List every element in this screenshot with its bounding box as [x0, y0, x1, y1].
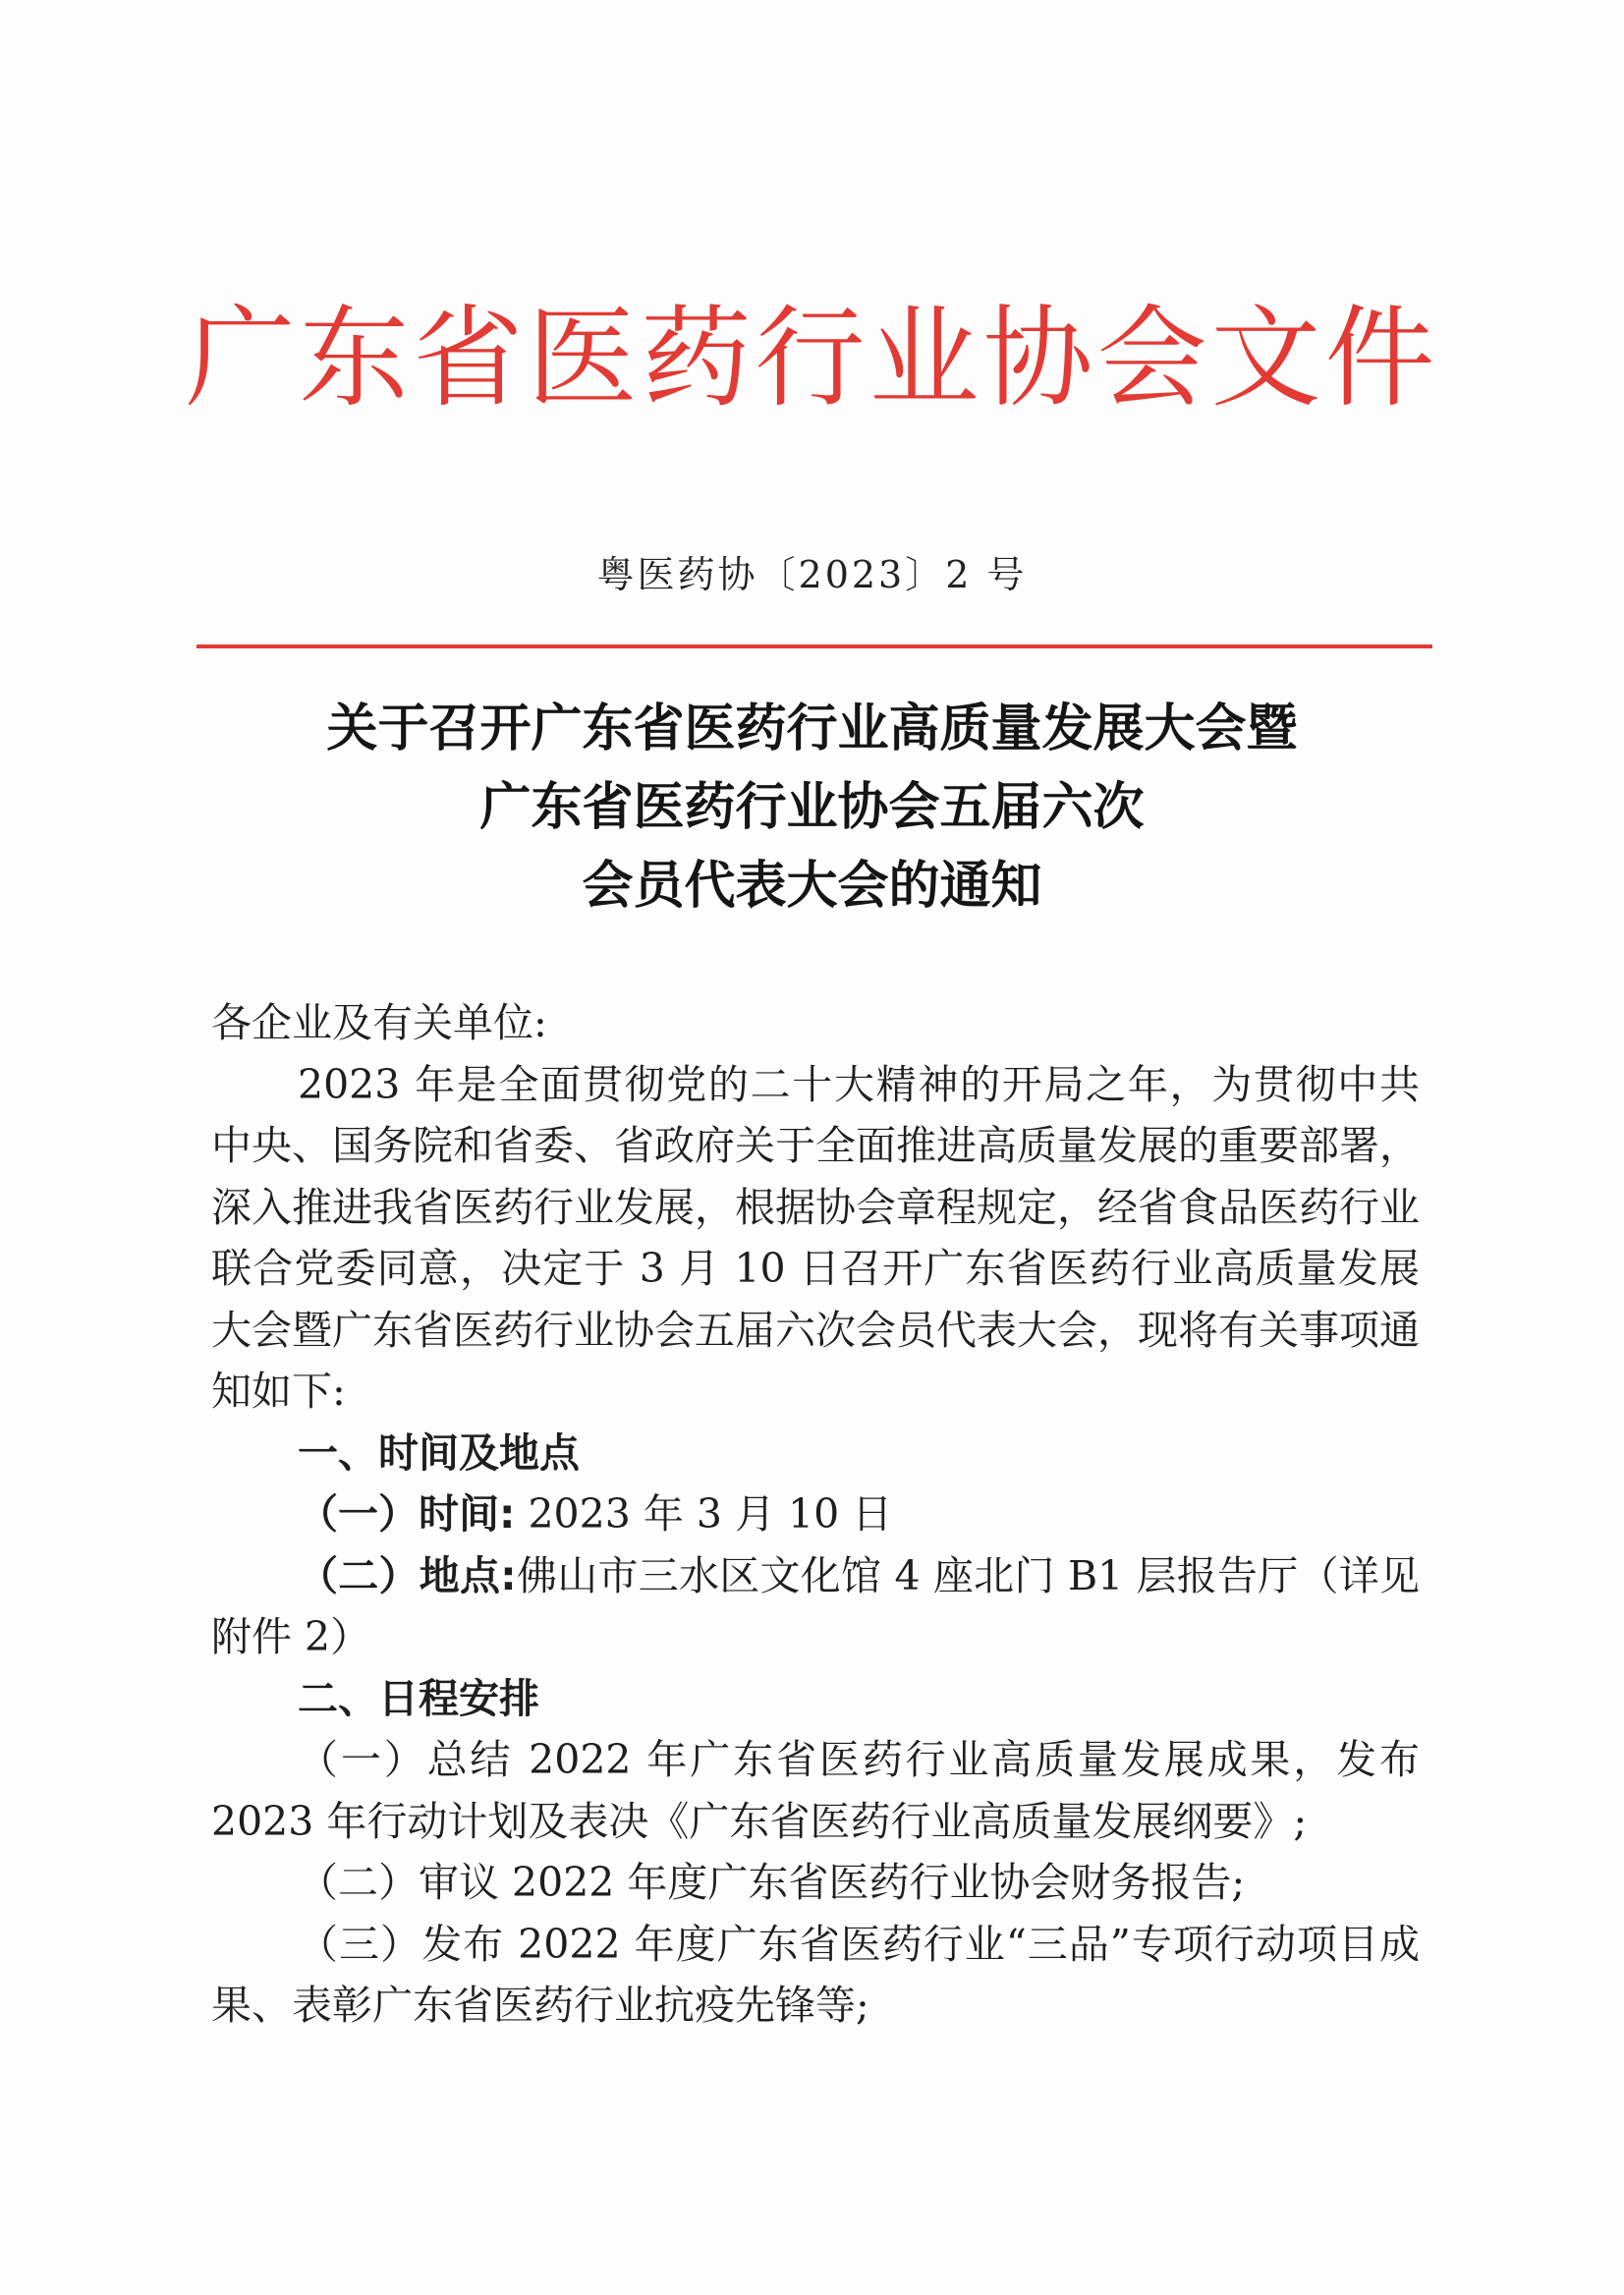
title-line-3: 会员代表大会的通知 — [582, 856, 1042, 916]
title-line-1: 关于召开广东省医药行业高质量发展大会暨 — [326, 699, 1298, 758]
notice-title — [0, 690, 1624, 925]
salutation: 各企业及有关单位: — [211, 999, 547, 1046]
time-item — [211, 1483, 1420, 1545]
title-line-2: 广东省医药行业协会五届六次 — [479, 777, 1145, 837]
document-number: 粤医药协〔2023〕2 号 — [596, 553, 1028, 596]
location-value: 佛山市三水区文化馆 4 座北门 B1 层报告厅（详见附件 2） — [211, 1551, 1420, 1660]
time-label: （一）时间: — [298, 1490, 516, 1538]
time-value: 2023 年 3 月 10 日 — [515, 1490, 893, 1538]
section-heading-schedule: 二、日程安排 — [298, 1674, 539, 1722]
section-heading-time-location: 一、时间及地点 — [298, 1428, 580, 1477]
red-divider — [196, 644, 1432, 648]
notice-body — [211, 992, 1420, 2037]
organization-header: 广东省医药行业协会文件 — [185, 295, 1439, 422]
location-label: （二）地点: — [298, 1551, 517, 1599]
schedule-item-2: （二）审议 2022 年度广东省医药行业协会财务报告; — [298, 1859, 1246, 1906]
schedule-item-3: （三）发布 2022 年度广东省医药行业“三品”专项行动项目成果、表彰广东省医药行业抗疫先锋等; — [211, 1920, 1420, 2029]
schedule-item-1: （一）总结 2022 年广东省医药行业高质量发展成果，发布 2023 年行动计划及表决《广东省医药行业高质量发展纲要》; — [211, 1736, 1420, 1845]
location-item — [211, 1545, 1420, 1668]
intro-paragraph: 2023 年是全面贯彻党的二十大精神的开局之年，为贯彻中共中央、国务院和省委、省政府关于全面推进高质量发展的重要部署，深入推进我省医药行业发展，根据协会章程规定，经省食品医药行业联合党委同意，决定于 3 月 10 日召开广东省医药行业高质量发展大会暨广东省医药行业协会五届六次会员代表大会，现将有关事项通知如下: — [211, 1060, 1420, 1415]
